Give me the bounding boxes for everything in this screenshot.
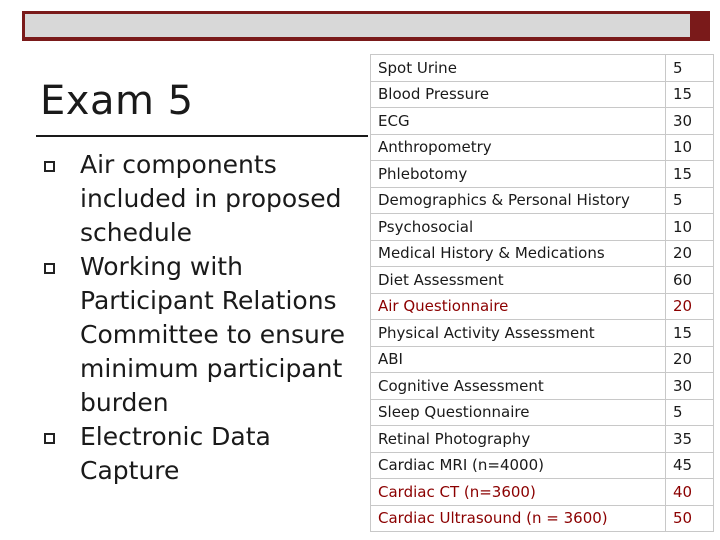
minutes-cell: 15 [666,320,714,347]
minutes-cell: 10 [666,134,714,161]
schedule-row [371,479,714,506]
component-name-cell: Demographics & Personal History [371,187,666,214]
schedule-row [371,161,714,188]
minutes-cell: 10 [666,214,714,241]
exam-schedule-body [371,55,714,532]
minutes-cell: 20 [666,346,714,373]
bullet-item [38,148,358,250]
schedule-row [371,399,714,426]
bullet-text: Electronic Data Capture [80,422,271,485]
minutes-cell: 45 [666,452,714,479]
component-name-cell: Cardiac Ultrasound (n = 3600) [371,505,666,532]
component-name-cell: Psychosocial [371,214,666,241]
schedule-row [371,346,714,373]
exam-schedule-table [370,54,714,532]
minutes-cell: 20 [666,240,714,267]
schedule-row [371,373,714,400]
component-name-cell: Spot Urine [371,55,666,82]
square-bullet-icon [44,433,55,444]
component-name-cell: Phlebotomy [371,161,666,188]
component-name-cell: Cardiac CT (n=3600) [371,479,666,506]
component-name-cell: Cardiac MRI (n=4000) [371,452,666,479]
component-name-cell: Physical Activity Assessment [371,320,666,347]
schedule-row [371,267,714,294]
minutes-cell: 50 [666,505,714,532]
slide-title: Exam 5 [40,78,194,124]
bullet-item [38,420,358,488]
bullet-list [38,148,358,488]
component-name-cell: Diet Assessment [371,267,666,294]
schedule-row [371,55,714,82]
header-decoration-bar [22,11,710,41]
minutes-cell: 40 [666,479,714,506]
component-name-cell: Medical History & Medications [371,240,666,267]
minutes-cell: 30 [666,108,714,135]
schedule-row [371,426,714,453]
bullet-text: Air components included in proposed schedule [80,150,342,247]
component-name-cell: Blood Pressure [371,81,666,108]
component-name-cell: ECG [371,108,666,135]
component-name-cell: Sleep Questionnaire [371,399,666,426]
minutes-cell: 35 [666,426,714,453]
component-name-cell: ABI [371,346,666,373]
bullet-item [38,250,358,420]
schedule-row [371,452,714,479]
schedule-row [371,134,714,161]
schedule-row [371,293,714,320]
header-decoration-end-block [690,11,710,41]
component-name-cell: Retinal Photography [371,426,666,453]
title-underline [36,135,368,137]
schedule-row [371,240,714,267]
minutes-cell: 15 [666,161,714,188]
schedule-row [371,108,714,135]
schedule-row [371,214,714,241]
schedule-row [371,187,714,214]
component-name-cell: Air Questionnaire [371,293,666,320]
minutes-cell: 5 [666,399,714,426]
square-bullet-icon [44,161,55,172]
minutes-cell: 5 [666,187,714,214]
square-bullet-icon [44,263,55,274]
minutes-cell: 20 [666,293,714,320]
schedule-row [371,320,714,347]
component-name-cell: Cognitive Assessment [371,373,666,400]
minutes-cell: 30 [666,373,714,400]
bullet-text: Working with Participant Relations Committee to ensure minimum participant burden [80,252,345,417]
schedule-row [371,81,714,108]
schedule-row [371,505,714,532]
component-name-cell: Anthropometry [371,134,666,161]
minutes-cell: 60 [666,267,714,294]
minutes-cell: 5 [666,55,714,82]
minutes-cell: 15 [666,81,714,108]
